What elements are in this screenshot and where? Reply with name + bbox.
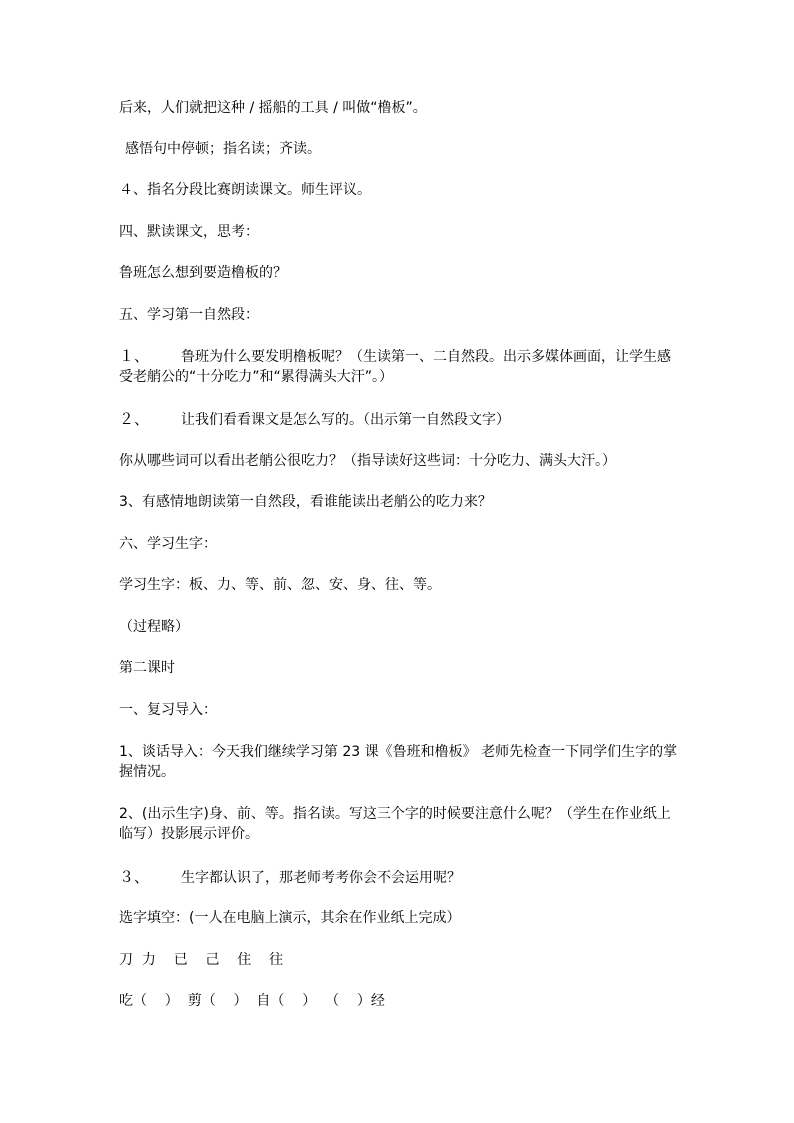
item-text: 生字都认识了，那老师考考你会不会运用呢？ <box>181 870 461 886</box>
numbered-item <box>119 346 679 387</box>
paragraph: 感悟句中停顿；指名读；齐读。 <box>125 141 321 157</box>
paragraph: 你从哪些词可以看出老艄公很吃力？（指导读好这些词：十分吃力、满头大汗。） <box>119 453 616 469</box>
item-number: １、 <box>119 347 150 365</box>
heading: 一、复习导入： <box>119 702 217 718</box>
heading: 六、学习生字： <box>119 536 217 552</box>
section-title: 第二课时 <box>119 660 175 676</box>
heading: 四、默读课文，思考： <box>119 224 259 240</box>
fill-in-blanks: 吃（ ） 剪（ ） 自（ ） （ ）经 <box>119 993 385 1009</box>
paragraph: 2、(出示生字)身、前、等。指名读。写这三个字的时候要注意什么呢？（学生在作业纸上临写）投影展示评价。 <box>119 806 671 842</box>
item-number: ３、 <box>119 868 150 886</box>
paragraph: 鲁班怎么想到要造橹板的？ <box>119 265 287 281</box>
heading: 五、学习第一自然段： <box>119 307 259 323</box>
paragraph: （过程略） <box>119 619 189 635</box>
paragraph: 1、谈话导入：今天我们继续学习第 23 课《鲁班和橹板》 老师先检查一下同学们生字的掌握情况。 <box>119 744 678 780</box>
paragraph: 选字填空：(一人在电脑上演示，其余在作业纸上完成） <box>119 910 461 926</box>
numbered-item <box>119 868 679 887</box>
item-text: 让我们看看课文是怎么写的。（出示第一自然段文字） <box>181 412 510 428</box>
character-choices: 刀 力 已 己 住 往 <box>119 952 284 968</box>
paragraph: 学习生字：板、力、等、前、忽、安、身、往、等。 <box>119 577 441 593</box>
paragraph: 3、有感情地朗读第一自然段，看谁能读出老艄公的吃力来？ <box>119 494 492 510</box>
paragraph: 后来，人们就把这种 / 摇船的工具 / 叫做“橹板”。 <box>119 100 427 116</box>
paragraph: ４、指名分段比赛朗读课文。师生评议。 <box>119 182 371 198</box>
numbered-item <box>119 410 679 429</box>
item-text: 鲁班为什么要发明橹板呢？（生读第一、二自然段。出示多媒体画面，让学生感受老艄公的“十分吃力”和“累得满头大汗”。） <box>119 349 671 385</box>
item-number: ２、 <box>119 410 150 428</box>
